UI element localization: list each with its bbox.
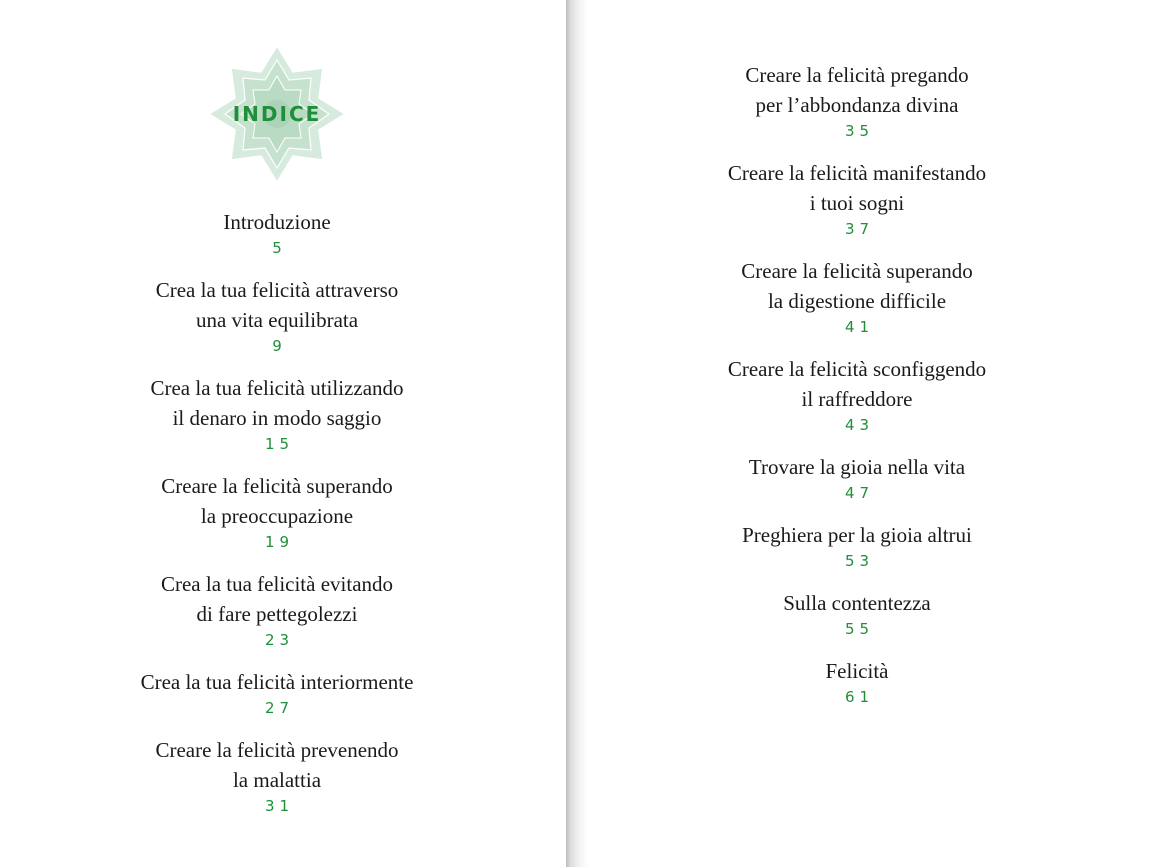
toc-right-column [657,60,1057,724]
toc-entry-title-line: Creare la felicità prevenendo [155,738,399,762]
toc-entry [657,588,1057,640]
toc-entry-title [657,452,1057,482]
toc-entry-title [77,471,477,531]
toc-entry [77,569,477,651]
toc-entry [77,275,477,357]
toc-entry-title [657,588,1057,618]
toc-entry-title-line: Crea la tua felicità interiormente [140,670,414,694]
toc-entry-page-number: 23 [264,631,295,649]
toc-entry-title-line: il raffreddore [801,387,913,411]
toc-entry-title [657,256,1057,316]
index-title: INDICE [232,102,322,126]
toc-entry-title-line: Creare la felicità superando [161,474,393,498]
toc-entry-title [657,158,1057,218]
toc-entry-page-number: 19 [264,533,295,551]
toc-entry-title [77,373,477,433]
toc-entry-title [77,569,477,629]
toc-entry-title [77,275,477,335]
toc-entry [77,207,477,259]
toc-entry [657,354,1057,436]
toc-entry-title [77,207,477,237]
toc-entry-title [657,520,1057,550]
toc-entry-page-number: 41 [844,318,875,336]
left-page [0,0,566,867]
toc-entry-title-line: per l’abbondanza divina [755,93,959,117]
toc-entry [77,471,477,553]
toc-entry-title-line: Sulla contentezza [783,591,931,615]
toc-entry [657,656,1057,708]
toc-entry-title [657,60,1057,120]
toc-entry-page-number: 15 [264,435,295,453]
toc-entry-title [77,667,477,697]
toc-entry [77,667,477,719]
toc-entry-page-number: 61 [844,688,875,706]
toc-entry-title-line: Trovare la gioia nella vita [748,455,966,479]
toc-entry-title-line: una vita equilibrata [195,308,359,332]
toc-entry-title-line: Felicità [825,659,889,683]
toc-entry [657,452,1057,504]
toc-entry-page-number: 27 [264,699,295,717]
toc-entry-page-number: 37 [844,220,875,238]
toc-entry-page-number: 47 [844,484,875,502]
toc-entry-title [657,656,1057,686]
toc-entry-title-line: Creare la felicità superando [741,259,973,283]
toc-entry-title-line: i tuoi sogni [809,191,905,215]
toc-entry-title-line: Creare la felicità pregando [745,63,969,87]
toc-entry-title-line: Crea la tua felicità utilizzando [150,376,404,400]
toc-entry-page-number: 35 [844,122,875,140]
toc-entry-title [77,735,477,795]
toc-entry-page-number: 31 [264,797,295,815]
toc-entry-title-line: il denaro in modo saggio [172,406,382,430]
toc-entry-title-line: Creare la felicità manifestando [727,161,987,185]
toc-entry-page-number: 55 [844,620,875,638]
toc-entry-page-number: 43 [844,416,875,434]
toc-entry-page-number: 9 [272,337,287,355]
toc-entry-title [657,354,1057,414]
toc-entry [657,158,1057,240]
toc-entry-title-line: Crea la tua felicità evitando [160,572,394,596]
index-badge [207,44,347,184]
toc-entry [77,373,477,455]
toc-entry-title-line: Creare la felicità sconfiggendo [727,357,987,381]
toc-entry-title-line: la malattia [232,768,322,792]
toc-entry [77,735,477,817]
toc-entry-title-line: Crea la tua felicità attraverso [155,278,399,302]
toc-entry-page-number: 53 [844,552,875,570]
toc-entry [657,60,1057,142]
toc-entry [657,520,1057,572]
toc-entry-title-line: di fare pettegolezzi [196,602,358,626]
toc-entry-title-line: la preoccupazione [200,504,354,528]
toc-entry-title-line: Preghiera per la gioia altrui [742,523,972,547]
toc-left-column [77,207,477,833]
toc-entry-title-line: Introduzione [223,210,331,234]
toc-entry [657,256,1057,338]
page-gutter [566,0,588,867]
toc-entry-title-line: la digestione difficile [767,289,947,313]
toc-entry-page-number: 5 [272,239,287,257]
